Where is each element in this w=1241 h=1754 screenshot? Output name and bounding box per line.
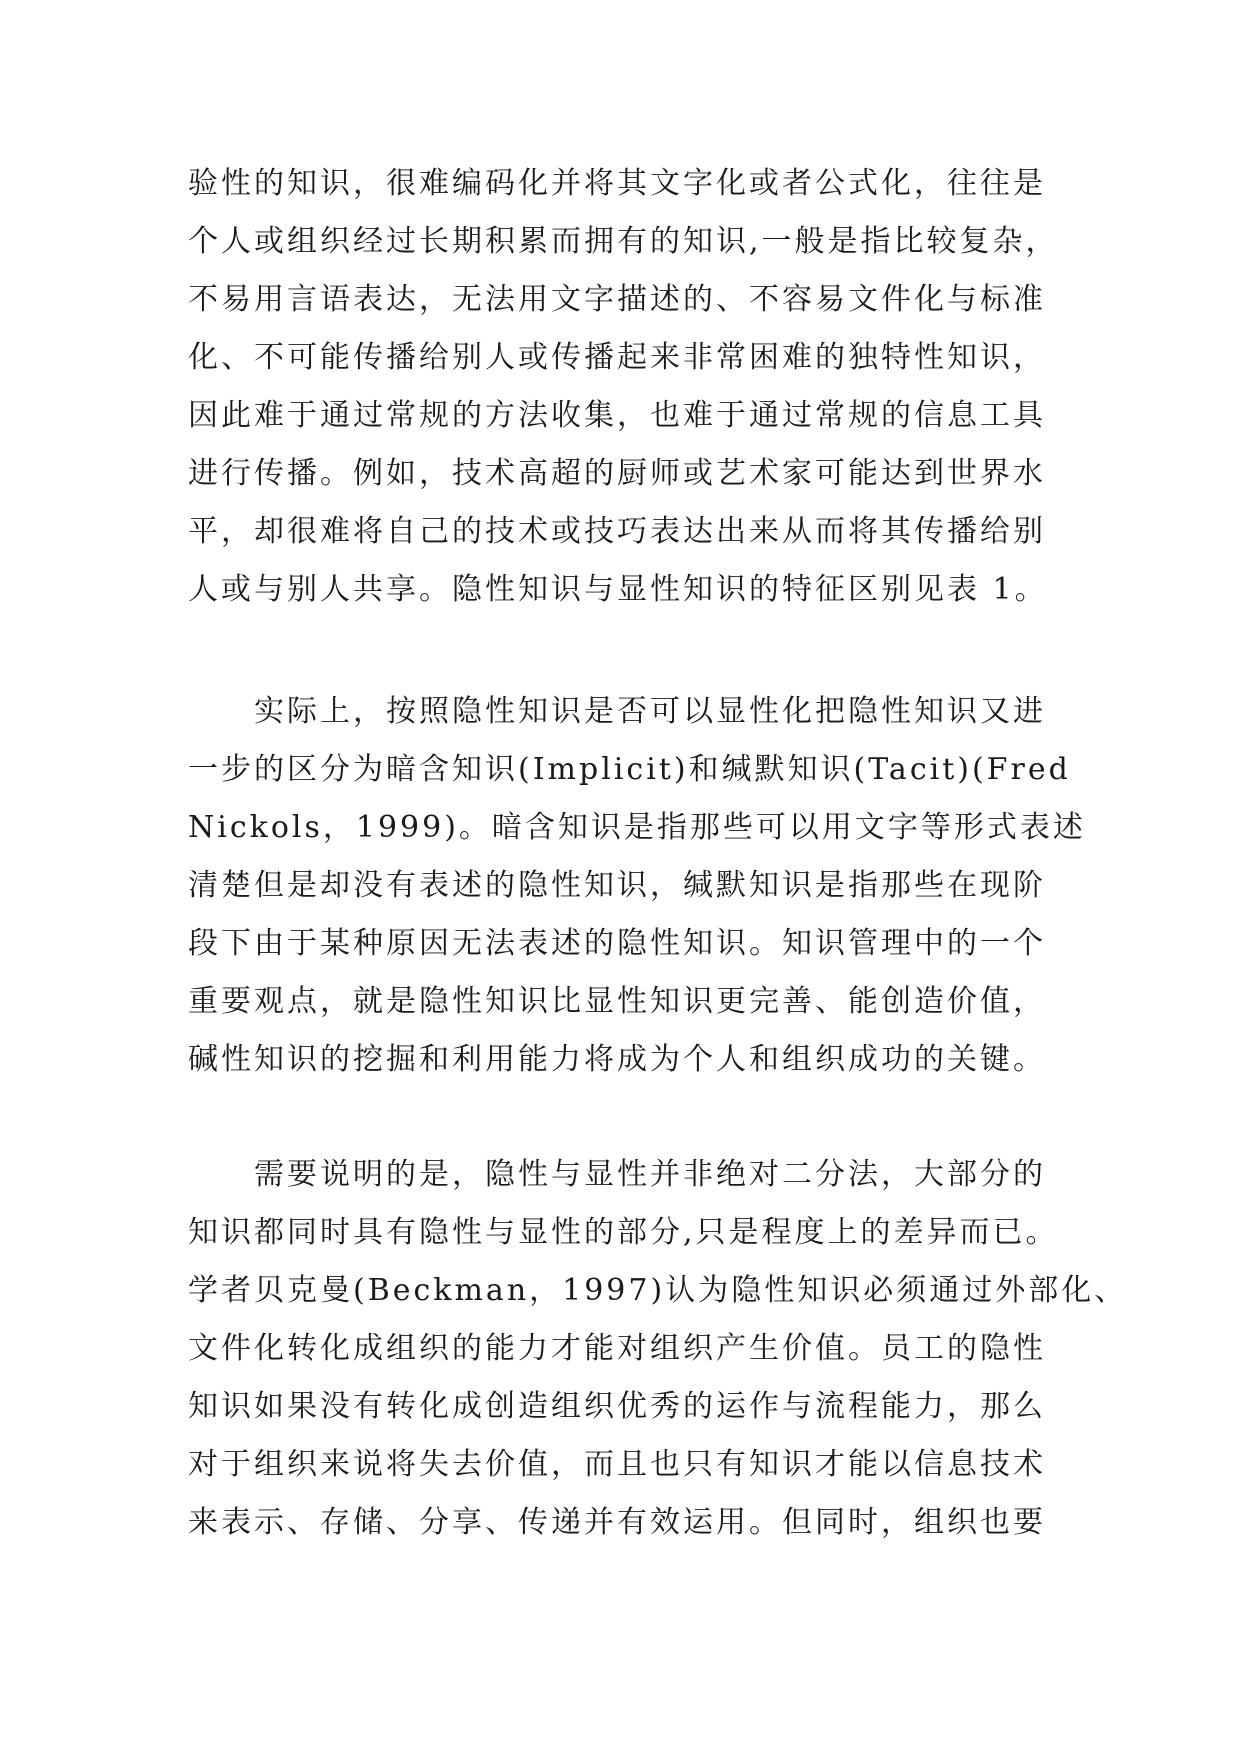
text-line: 对于组织来说将失去价值，而且也只有知识才能以信息技术	[188, 1447, 1046, 1482]
text-line: 来表示、存储、分享、传递并有效运用。但同时，组织也要	[188, 1505, 1046, 1540]
text-line: 平，却很难将自己的技术或技巧表达出来从而将其传播给别	[188, 514, 1046, 549]
paragraph-tacit-explicit-not-dichotomy	[188, 1146, 1128, 1552]
text-line: 文件化转化成组织的能力才能对组织产生价值。员工的隐性	[188, 1331, 1046, 1366]
text-line: 知识如果没有转化成创造组织优秀的运作与流程能力，那么	[188, 1389, 1046, 1424]
text-line: 因此难于通过常规的方法收集，也难于通过常规的信息工具	[188, 398, 1046, 433]
text-line: 一步的区分为暗含知识(Implicit)和缄默知识(Tacit)(Fred	[188, 752, 1071, 787]
text-line: 清楚但是却没有表述的隐性知识，缄默知识是指那些在现阶	[188, 868, 1046, 903]
text-line: 碱性知识的挖掘和利用能力将成为个人和组织成功的关键。	[188, 1042, 1046, 1077]
paragraph-implicit-vs-tacit	[188, 683, 1088, 1089]
text-line: 不易用言语表达，无法用文字描述的、不容易文件化与标准	[188, 282, 1046, 317]
text-line: 知识都同时具有隐性与显性的部分,只是程度上的差异而已。	[188, 1215, 1059, 1250]
text-line: 进行传播。例如，技术高超的厨师或艺术家可能达到世界水	[188, 456, 1046, 491]
text-line: 实际上，按照隐性知识是否可以显性化把隐性知识又进	[188, 694, 1046, 729]
text-line: 验性的知识，很难编码化并将其文字化或者公式化，往往是	[188, 166, 1046, 201]
text-line: 个人或组织经过长期积累而拥有的知识,一般是指比较复杂，	[188, 224, 1059, 259]
text-line: Nickols，1999)。暗含知识是指那些可以用文字等形式表述	[188, 810, 1086, 845]
paragraph-tacit-knowledge-definition	[188, 155, 1088, 619]
text-line: 学者贝克曼(Beckman，1997)认为隐性知识必须通过外部化、	[188, 1273, 1128, 1308]
text-line: 化、不可能传播给别人或传播起来非常困难的独特性知识，	[188, 340, 1046, 375]
text-line: 人或与别人共享。隐性知识与显性知识的特征区别见表 1。	[188, 572, 1048, 607]
text-line: 段下由于某种原因无法表述的隐性知识。知识管理中的一个	[188, 926, 1046, 961]
text-line: 需要说明的是，隐性与显性并非绝对二分法，大部分的	[188, 1157, 1046, 1192]
text-line: 重要观点，就是隐性知识比显性知识更完善、能创造价值，	[188, 984, 1046, 1019]
